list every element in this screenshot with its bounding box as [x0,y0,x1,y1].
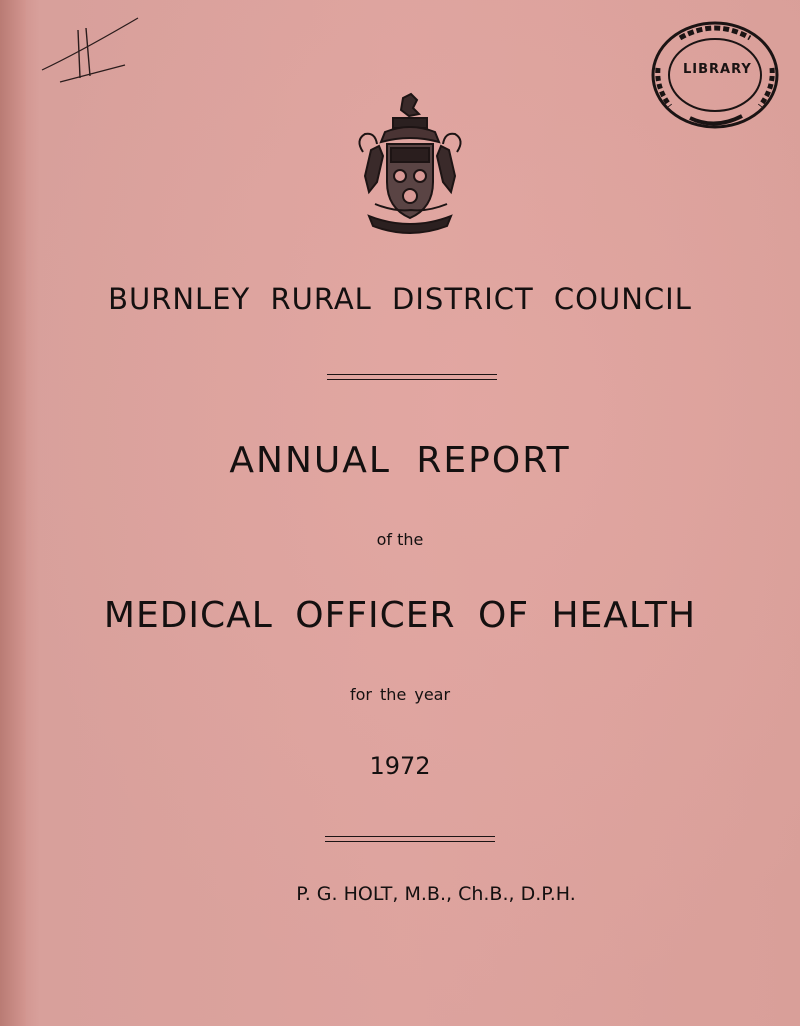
report-year: 1972 [369,752,431,780]
for-the-year-text: for the year [349,685,451,704]
report-title: ANNUAL REPORT [229,440,571,481]
handwritten-mark [40,10,140,90]
cover-spine-edge [0,0,26,1026]
stamp-label: LIBRARY [683,62,752,77]
author-credit: P. G. HOLT, M.B., Ch.B., D.P.H. [296,883,576,905]
divider-top [327,374,497,380]
officer-title: MEDICAL OFFICER OF HEALTH [103,595,697,636]
council-name: BURNLEY RURAL DISTRICT COUNCIL [108,282,692,316]
of-the-text: of the [376,530,424,549]
coat-of-arms-icon [355,92,465,242]
divider-bottom [325,836,495,842]
